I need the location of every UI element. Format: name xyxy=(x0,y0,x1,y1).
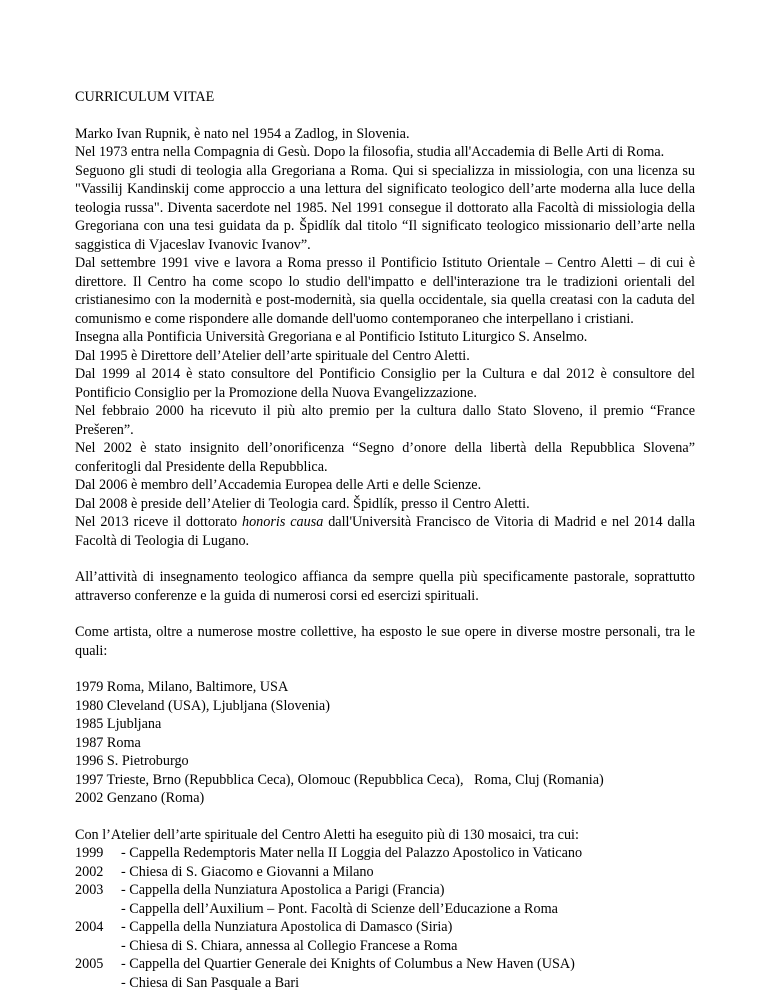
bio-paragraph: Seguono gli studi di teologia alla Gregoriana a Roma. Qui si specializza in missiologia, con una licenza su "Vassilij Kandinskij come approccio a una lettura del significato teologico dell’arte moderna alla luce della teologia russa". Diventa sacerdote nel 1985. Nel 1991 consegue il dottorato alla Facoltà di missiologia della Gregoriana con una tesi guidata da p. Špidlík dal titolo “Il significato teologico missionario dell’arte nella saggistica di Vjaceslav Ivanovic Ivanov”. xyxy=(75,162,695,253)
mosaics-intro: Con l’Atelier dell’arte spirituale del Centro Aletti ha eseguito più di 130 mosaici, tra cui: xyxy=(75,826,579,843)
bio-paragraph: Marko Ivan Rupnik, è nato nel 1954 a Zadlog, in Slovenia. xyxy=(75,125,410,142)
mosaic-year xyxy=(75,900,121,919)
mosaic-year: 1999 xyxy=(75,845,104,861)
bio-text: Nel 2013 riceve il dottorato xyxy=(75,514,242,530)
mosaic-text: - Chiesa di S. Giacomo e Giovanni a Milano xyxy=(121,863,374,880)
exhibitions-list xyxy=(75,678,695,808)
mosaic-year: 2003 xyxy=(75,882,104,898)
exhibition-item: 1987 Roma xyxy=(75,734,141,751)
bio-paragraph: Nel febbraio 2000 ha ricevuto il più alto premio per la cultura dallo Stato Sloveno, il premio “France Prešeren”. xyxy=(75,403,695,438)
bio-paragraph: Dal 2008 è preside dell’Atelier di Teologia card. Špidlík, presso il Centro Aletti. xyxy=(75,495,530,512)
exhibition-item: 1980 Cleveland (USA), Ljubljana (Slovenia) xyxy=(75,697,330,714)
mosaic-item xyxy=(75,881,695,900)
document-page xyxy=(75,88,695,992)
bio-paragraph: Nel 1973 entra nella Compagnia di Gesù. Dopo la filosofia, studia all'Accademia di Belle Arti di Roma. xyxy=(75,144,665,160)
mosaic-text: - Cappella della Nunziatura Apostolica di Damasco (Siria) xyxy=(121,919,453,935)
mosaic-item xyxy=(75,900,695,919)
italic-term: honoris causa xyxy=(241,514,324,530)
bio-paragraph: Insegna alla Pontificia Università Gregoriana e al Pontificio Istituto Liturgico S. Anselmo. xyxy=(75,329,588,345)
bio-paragraph: Dal 1999 al 2014 è stato consultore del Pontificio Consiglio per la Cultura e dal 2012 è consultore del Pontificio Consiglio per la Promozione della Nuova Evangelizzazione. xyxy=(75,366,695,401)
mosaics-list xyxy=(75,844,695,992)
bio-paragraph: Dal 1995 è Direttore dell’Atelier dell’arte spirituale del Centro Aletti. xyxy=(75,347,470,364)
exhibitions-intro: Come artista, oltre a numerose mostre collettive, ha esposto le sue opere in diverse mostre personali, tra le quali: xyxy=(75,624,695,659)
bio-paragraph: Nel 2002 è stato insignito dell’onorificenza “Segno d’onore della libertà della Repubblica Slovena” conferitogli dal Presidente della Repubblica. xyxy=(75,440,695,475)
mosaic-text: - Cappella Redemptoris Mater nella II Loggia del Palazzo Apostolico in Vaticano xyxy=(121,845,583,861)
bio-paragraph: Dal 2006 è membro dell’Accademia Europea delle Arti e delle Scienze. xyxy=(75,477,482,493)
mosaic-text: - Chiesa di S. Chiara, annessa al Collegio Francese a Roma xyxy=(121,937,458,954)
mosaic-year: 2005 xyxy=(75,956,104,972)
mosaic-year xyxy=(75,937,121,956)
exhibition-item: 1979 Roma, Milano, Baltimore, USA xyxy=(75,679,289,695)
exhibition-item: 2002 Genzano (Roma) xyxy=(75,790,205,806)
pastoral-paragraph: All’attività di insegnamento teologico affianca da sempre quella più specificamente pastorale, soprattutto attraverso conferenze e la guida di numerosi corsi ed esercizi spirituali. xyxy=(75,569,695,604)
mosaic-item xyxy=(75,937,695,956)
mosaic-year: 2002 xyxy=(75,863,104,880)
mosaic-item xyxy=(75,863,695,882)
mosaic-item xyxy=(75,844,695,863)
mosaic-item xyxy=(75,955,695,974)
bio-paragraph: Dal settembre 1991 vive e lavora a Roma presso il Pontificio Istituto Orientale – Centro Aletti – di cui è direttore. Il Centro ha come scopo lo studio dell'impatto e dell'interazione tra le tradizioni orientali del cristianesimo con la modernità e post-modernità, sia quella occidentale, sia quella creatasi con la caduta del comunismo e come rispondere alle domande dell'uomo contemporaneo che interpellano i cristiani. xyxy=(75,255,695,327)
mosaic-text: - Cappella dell’Auxilium – Pont. Facoltà di Scienze dell’Educazione a Roma xyxy=(121,900,558,917)
biography-section xyxy=(75,125,695,551)
mosaic-year: 2004 xyxy=(75,919,104,935)
mosaic-item xyxy=(75,974,695,993)
document-title: CURRICULUM VITAE xyxy=(75,89,215,105)
bio-paragraph xyxy=(75,513,695,550)
bio-text: dall'Università Francisco de Vitoria di Madrid e nel 2014 dalla Facoltà di Teologia di Lugano. xyxy=(75,514,695,549)
mosaic-year xyxy=(75,974,121,993)
exhibition-item: 1985 Ljubljana xyxy=(75,716,162,732)
mosaic-item xyxy=(75,918,695,937)
mosaic-text: - Cappella del Quartier Generale dei Knights of Columbus a New Haven (USA) xyxy=(121,956,575,972)
exhibition-item: 1997 Trieste, Brno (Repubblica Ceca), Olomouc (Repubblica Ceca), Roma, Cluj (Romania) xyxy=(75,771,604,788)
mosaic-text: - Cappella della Nunziatura Apostolica a Parigi (Francia) xyxy=(121,882,445,898)
exhibition-item: 1996 S. Pietroburgo xyxy=(75,753,189,769)
mosaic-text: - Chiesa di San Pasquale a Bari xyxy=(121,974,300,991)
